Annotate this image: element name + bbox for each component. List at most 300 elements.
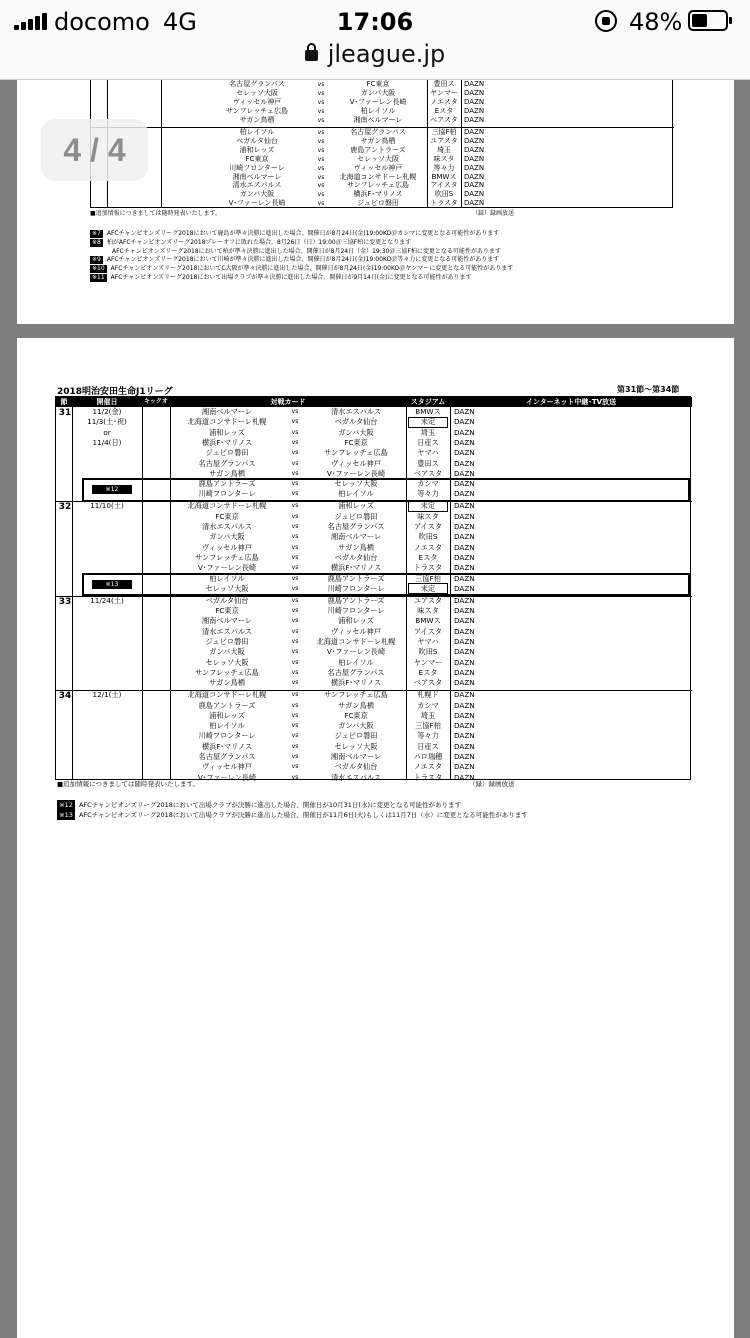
table-row	[91, 89, 674, 98]
away-team: 鹿島アントラーズ	[327, 595, 385, 605]
table-row	[56, 532, 692, 542]
stadium: アイスタ	[430, 181, 458, 190]
vs-label: vs	[291, 533, 299, 541]
table-row	[56, 407, 692, 417]
table-row	[56, 711, 692, 721]
header-tv: インターネット中継･TV放送	[525, 398, 617, 406]
table-row	[56, 512, 692, 522]
footnote-text: AFCチャンピオンズリーグ2018において出場クラブが準々決勝に進出した場合、開催日が9月14日(金)に変更となる可能性があります	[110, 274, 472, 281]
vs-label: vs	[291, 543, 299, 551]
broadcast: DAZN	[464, 190, 485, 199]
broadcast: DAZN	[464, 128, 485, 136]
stadium: 未定	[420, 501, 436, 511]
home-team: 横浜F･マリノス	[201, 741, 253, 751]
vs-label: vs	[291, 564, 299, 572]
address-bar[interactable]	[0, 40, 750, 68]
table-row	[91, 128, 674, 137]
away-team: 名古屋グランパス	[327, 522, 385, 531]
broadcast: DAZN	[464, 106, 485, 115]
battery-icon	[688, 10, 728, 31]
home-team: 清水エスパルス	[201, 626, 253, 636]
footnote	[90, 274, 471, 282]
broadcast: DAZN	[454, 667, 475, 677]
pdf-page-4[interactable]	[17, 338, 734, 1338]
rotation-lock-icon	[595, 10, 617, 32]
header-date: 開催日	[96, 398, 118, 406]
stadium: アイスタ	[413, 522, 443, 531]
away-team: サンフレッチェ広島	[324, 448, 388, 458]
vs-label: vs	[291, 691, 299, 699]
stadium: BMWス	[431, 172, 457, 181]
table-row	[91, 137, 674, 146]
footnote-tag: ※13	[57, 810, 75, 820]
stadium: ユアスタ	[413, 595, 443, 605]
vs-label: vs	[291, 638, 299, 645]
away-team: サガン鳥栖	[360, 136, 396, 145]
table-row	[91, 164, 674, 173]
vs-label: vs	[317, 89, 325, 97]
table-row	[56, 627, 692, 637]
home-team: 浦和レッズ	[239, 145, 275, 154]
network-type: 4G	[163, 8, 197, 36]
footnote-tag: ※7	[92, 230, 101, 237]
away-team: 横浜F･マリノス	[330, 563, 382, 573]
stadium: 札幌ド	[417, 690, 439, 700]
home-team: 川崎フロンターレ	[198, 731, 256, 741]
table-row	[91, 116, 674, 125]
header-section: 節	[60, 398, 68, 406]
away-team: FC東京	[366, 80, 390, 88]
home-team: サガン鳥栖	[209, 468, 245, 478]
vs-label: vs	[317, 107, 325, 115]
broadcast: DAZN	[454, 468, 475, 478]
tbd-box	[408, 501, 448, 512]
table-row	[56, 752, 692, 762]
home-team: 北海道コンサドーレ札幌	[187, 501, 267, 511]
table-row	[56, 501, 692, 511]
footnote	[90, 239, 411, 247]
vs-label: vs	[291, 490, 299, 498]
broadcast: DAZN	[454, 407, 475, 416]
vs-label: vs	[291, 617, 299, 625]
away-team: サガン鳥栖	[338, 542, 374, 552]
vs-label: vs	[291, 408, 299, 415]
away-team: V･ファーレン長崎	[326, 468, 386, 478]
vs-label: vs	[317, 200, 325, 208]
footnote-tag: ※9	[92, 256, 101, 264]
home-team: 川崎フロンターレ	[229, 163, 285, 172]
away-team: ジュビロ磐田	[334, 511, 378, 521]
vs-label: vs	[317, 137, 325, 145]
broadcast: DAZN	[464, 145, 485, 154]
away-team: 名古屋グランパス	[350, 128, 406, 136]
section-number: 32	[58, 502, 72, 513]
date-text: or	[103, 427, 111, 437]
clock: 17:06	[336, 8, 414, 36]
home-team: ガンバ大阪	[209, 532, 245, 542]
footnote-tag: ※8	[92, 238, 101, 246]
stadium: カシマ	[417, 479, 439, 489]
stadium: 吹田S	[434, 190, 454, 199]
away-team: セレッソ大阪	[334, 479, 378, 489]
away-team: ジュビロ磐田	[357, 199, 399, 208]
table-row	[56, 647, 692, 657]
stadium: トラスタ	[430, 199, 458, 208]
date-text: 11/24(土)	[90, 595, 124, 605]
home-team: サンフレッチェ広島	[225, 106, 289, 115]
away-team: セレッソ大阪	[334, 741, 378, 751]
stadium: ヤマハ	[417, 448, 439, 458]
table-row	[91, 146, 674, 155]
home-team: ガンバ大阪	[239, 190, 275, 199]
home-team: ジュビロ磐田	[205, 448, 249, 458]
date-text: 11/4(日)	[92, 437, 122, 447]
home-team: サガン鳥栖	[209, 678, 245, 688]
table-row	[56, 721, 692, 731]
vs-label: vs	[291, 469, 299, 477]
schedule-table	[55, 396, 691, 780]
broadcast: DAZN	[464, 154, 485, 163]
footnote-text: AFCチャンピオンズリーグ2018においてC大阪が準々決勝に進出した場合、開催日が8月24日(金)19:00KO＠ヤンマーに変更となる可能性があります	[110, 265, 514, 273]
home-team: ベガルタ仙台	[205, 595, 249, 605]
table-row	[91, 98, 674, 107]
battery-level	[692, 14, 707, 27]
schedule-table-fragment	[90, 80, 673, 208]
stadium: ヤンマー	[430, 88, 458, 97]
vs-label: vs	[291, 711, 299, 719]
date-text: 11/3(土･祝)	[87, 417, 127, 427]
broadcast: DAZN	[454, 511, 475, 521]
home-team: 名古屋グランパス	[229, 80, 285, 88]
section-number: 33	[58, 596, 72, 607]
broadcast: DAZN	[454, 542, 475, 552]
box-tag: ※13	[92, 580, 132, 589]
vs-label: vs	[291, 428, 299, 436]
broadcast: DAZN	[454, 479, 475, 489]
vs-label: vs	[291, 523, 299, 530]
table-row	[56, 459, 692, 469]
broadcast: DAZN	[454, 752, 475, 761]
vs-label: vs	[291, 773, 299, 781]
table-row	[91, 199, 674, 208]
home-team: 横浜F･マリノス	[201, 437, 253, 447]
vs-label: vs	[291, 418, 299, 426]
broadcast: DAZN	[454, 583, 475, 593]
stadium: 等々力	[417, 489, 439, 499]
stadium: 等々力	[417, 731, 439, 741]
footnote-text: AFCチャンピオンズリーグ2018において出場クラブが決勝に進出した場合、開催日が11月6日(火)もしくは11月7日（水）に変更となる可能性があります	[79, 811, 528, 819]
away-team: サンフレッチェ広島	[346, 181, 410, 190]
away-team: セレッソ大阪	[357, 154, 399, 163]
stadium: 埼玉	[437, 145, 451, 154]
stadium: 豊田ス	[433, 80, 455, 88]
broadcast: DAZN	[454, 458, 475, 468]
broadcast: DAZN	[464, 115, 485, 124]
table-row	[56, 417, 692, 427]
home-team: 湘南ベルマーレ	[232, 172, 282, 181]
section-number: 34	[58, 691, 72, 702]
vs-label: vs	[317, 164, 325, 172]
stadium: ノエスタ	[413, 762, 443, 772]
broadcast: DAZN	[454, 427, 475, 437]
table-row	[56, 448, 692, 458]
broadcast: DAZN	[464, 88, 485, 97]
away-team: ベガルタ仙台	[334, 417, 378, 427]
away-team: 鹿島アントラーズ	[350, 145, 406, 154]
footnote	[90, 265, 513, 273]
stadium: 未定	[420, 417, 436, 427]
highlight-box	[82, 478, 690, 502]
home-team: V･ファーレン長崎	[228, 199, 286, 208]
broadcast: DAZN	[464, 163, 485, 172]
away-team: 柏レイソル	[338, 489, 374, 499]
footnote-tag: ※12	[57, 800, 75, 810]
home-team: サンフレッチェ広島	[195, 667, 259, 677]
home-team: サガン鳥栖	[239, 115, 275, 124]
broadcast: DAZN	[454, 647, 475, 657]
away-team: サガン鳥栖	[338, 700, 374, 710]
tbd-box	[408, 417, 448, 428]
stadium: 埼玉	[420, 427, 436, 437]
home-team: 湘南ベルマーレ	[201, 407, 253, 416]
stadium: BMWス	[415, 407, 441, 416]
away-team: ヴィッセル神戸	[353, 163, 403, 172]
pdf-page-3[interactable]	[17, 80, 734, 324]
vs-label: vs	[291, 668, 299, 676]
broadcast: DAZN	[454, 657, 475, 667]
vs-label: vs	[317, 146, 325, 154]
broadcast: DAZN	[464, 172, 485, 181]
stadium: 吹田S	[418, 647, 438, 657]
broadcast: DAZN	[454, 437, 475, 447]
footer-legend: （録）録画放送	[469, 780, 515, 788]
home-team: セレッソ大阪	[236, 88, 278, 97]
stadium: 日産ス	[417, 437, 439, 447]
stadium: 三協F柏	[431, 128, 457, 136]
away-team: 横浜F･マリノス	[330, 678, 382, 688]
date-text: 12/1(土)	[92, 690, 122, 700]
home-team: 名古屋グランパス	[198, 458, 256, 468]
table-row	[56, 742, 692, 752]
stadium: 日産ス	[417, 741, 439, 751]
broadcast: DAZN	[464, 181, 485, 190]
broadcast: DAZN	[454, 731, 475, 741]
home-team: 清水エスパルス	[201, 522, 253, 531]
vs-label: vs	[291, 512, 299, 520]
date-text: 11/10(土)	[90, 501, 124, 511]
browser-chrome	[0, 0, 750, 80]
footnote	[90, 230, 499, 238]
footer-legend: （録）録画放送	[472, 210, 515, 217]
section-number: 31	[58, 408, 72, 418]
away-team: 名古屋グランパス	[327, 667, 385, 677]
broadcast: DAZN	[454, 762, 475, 772]
away-team: 浦和レッズ	[338, 501, 374, 511]
table-row	[56, 637, 692, 647]
stadium: ノエスタ	[430, 97, 458, 106]
vs-label: vs	[317, 129, 325, 136]
away-team: ジュビロ磐田	[334, 731, 378, 741]
header-stadium: スタジアム	[410, 398, 446, 406]
table-row	[56, 762, 692, 772]
schedule-range: 第31節～第34節	[617, 385, 680, 394]
vs-label: vs	[291, 679, 299, 687]
table-row	[56, 678, 692, 688]
stadium: Eスタ	[418, 552, 438, 562]
away-team: ガンバ大阪	[360, 88, 396, 97]
broadcast: DAZN	[454, 563, 475, 573]
broadcast: DAZN	[454, 616, 475, 626]
away-team: ガンバ大阪	[338, 721, 374, 731]
broadcast: DAZN	[454, 501, 475, 511]
broadcast: DAZN	[454, 532, 475, 542]
vs-label: vs	[317, 98, 325, 106]
footer-note: ■追加情報につきましては随時発表いたします。	[90, 210, 222, 217]
vs-label: vs	[317, 182, 325, 190]
url-text: jleague.jp	[327, 40, 446, 68]
vs-label: vs	[291, 607, 299, 615]
broadcast: DAZN	[464, 199, 485, 208]
table-row	[56, 522, 692, 532]
stadium: 味スタ	[433, 154, 455, 163]
home-team: セレッソ大阪	[205, 657, 249, 667]
away-team: ベガルタ仙台	[334, 762, 378, 772]
table-row	[56, 606, 692, 616]
home-team: ガンバ大阪	[209, 647, 245, 657]
stadium: BMWス	[415, 616, 441, 626]
table-row	[56, 658, 692, 668]
home-team: 湘南ベルマーレ	[201, 616, 253, 626]
away-team: ヴィッセル神戸	[331, 458, 381, 468]
vs-label: vs	[291, 742, 299, 750]
broadcast: DAZN	[454, 417, 475, 427]
vs-label: vs	[291, 627, 299, 635]
away-team: V･ファーレン長崎	[349, 97, 407, 106]
away-team: 北海道コンサドーレ札幌	[339, 172, 417, 181]
table-row	[56, 438, 692, 448]
vs-label: vs	[317, 173, 325, 181]
table-row	[56, 690, 692, 700]
header-card: 対戦カード	[270, 398, 306, 406]
vs-label: vs	[291, 502, 299, 510]
home-team: 川崎フロンターレ	[198, 489, 256, 499]
broadcast: DAZN	[454, 690, 475, 700]
table-row	[91, 107, 674, 116]
away-team: サンフレッチェ広島	[324, 690, 388, 700]
date-text: 11/2(金)	[92, 407, 122, 416]
away-team: V･ファーレン長崎	[326, 647, 386, 657]
highlight-box	[82, 573, 690, 597]
home-team: 清水エスパルス	[232, 181, 282, 190]
broadcast: DAZN	[454, 637, 475, 646]
vs-label: vs	[291, 722, 299, 730]
broadcast: DAZN	[454, 489, 475, 499]
vs-label: vs	[317, 116, 325, 124]
table-row	[56, 701, 692, 711]
stadium: 未定	[420, 583, 436, 593]
footer-note: ■追加情報につきましては随時発表いたします。	[57, 780, 199, 788]
footnote	[57, 810, 528, 820]
stadium: 埼玉	[420, 710, 436, 720]
table-row	[56, 616, 692, 626]
home-team: 鹿島アントラーズ	[198, 479, 256, 489]
stadium: 豊田ス	[417, 458, 439, 468]
broadcast: DAZN	[464, 80, 485, 88]
stadium: ベアスタ	[413, 468, 443, 478]
footnote-text: AFCチャンピオンズリーグ2018において柏が準々決勝に進出した場合、開催日が8月24日（金）19:30＠三協F柏に変更となる可能性があります	[112, 247, 501, 255]
stadium: パロ瑞穂	[413, 752, 443, 761]
footnote	[90, 248, 501, 256]
vs-label: vs	[317, 155, 325, 163]
stadium: ヤンマー	[413, 657, 443, 667]
stadium: 三協F柏	[415, 573, 441, 583]
home-team: FC東京	[215, 511, 239, 521]
footnote-text: AFCチャンピオンズリーグ2018において出場クラブが決勝に進出した場合、開催日が10月31日(水)に変更となる可能性があります	[79, 801, 461, 809]
schedule-title: 2018明治安田生命J1リーグ	[57, 387, 173, 397]
broadcast: DAZN	[454, 448, 475, 458]
home-team: セレッソ大阪	[205, 583, 249, 593]
home-team: ヴィッセル神戸	[202, 762, 252, 772]
footnote-tag: ※10	[92, 265, 105, 273]
away-team: 清水エスパルス	[330, 407, 382, 416]
home-team: ベガルタ仙台	[236, 136, 278, 145]
vs-label: vs	[291, 658, 299, 666]
broadcast: DAZN	[454, 595, 475, 605]
home-team: ヴィッセル神戸	[202, 542, 252, 552]
vs-label: vs	[291, 701, 299, 709]
stadium: トラスタ	[413, 563, 443, 573]
stadium: Eスタ	[434, 106, 454, 115]
carrier-name: docomo	[54, 8, 150, 36]
footnote	[90, 256, 499, 264]
stadium: ベアスタ	[413, 678, 443, 688]
table-row	[56, 543, 692, 553]
broadcast: DAZN	[454, 606, 475, 616]
away-team: 柏レイソル	[360, 106, 396, 115]
footnote-text: AFCチャンピオンズリーグ2018において鹿島が準々決勝に進出した場合、開催日が8月24日(金)19:00KO＠カシマに変更となる可能性があります	[106, 230, 500, 237]
vs-label: vs	[291, 438, 299, 446]
home-team: 柏レイソル	[239, 128, 275, 136]
home-team: FC東京	[245, 154, 269, 163]
broadcast: DAZN	[464, 97, 485, 106]
home-team: FC東京	[215, 606, 239, 616]
away-team: ベガルタ仙台	[334, 552, 378, 562]
home-team: 名古屋グランパス	[198, 752, 256, 761]
stadium: 等々力	[433, 163, 455, 172]
away-team: 湘南ベルマーレ	[330, 752, 382, 761]
table-row	[56, 428, 692, 438]
broadcast: DAZN	[454, 552, 475, 562]
vs-label: vs	[291, 753, 299, 760]
table-row	[91, 155, 674, 164]
broadcast: DAZN	[454, 721, 475, 731]
away-team: FC東京	[344, 437, 368, 447]
away-team: 鹿島アントラーズ	[327, 573, 385, 583]
broadcast: DAZN	[454, 772, 475, 782]
home-team: V･ファーレン長崎	[197, 563, 257, 573]
stadium: ベアスタ	[430, 115, 458, 124]
home-team: 北海道コンサドーレ札幌	[187, 417, 267, 427]
stadium: 三協F柏	[415, 721, 441, 731]
table-row	[91, 80, 674, 89]
home-team: 北海道コンサドーレ札幌	[187, 690, 267, 700]
away-team: 川崎フロンターレ	[327, 583, 385, 593]
away-team: 浦和レッズ	[338, 616, 374, 626]
footnote-text: AFCチャンピオンズリーグ2018において川崎が準々決勝に進出した場合、開催日が8月24日(金)19:00KO＠等々力に変更となる可能性があります	[106, 256, 500, 264]
table-row	[91, 190, 674, 199]
away-team: FC東京	[344, 710, 368, 720]
battery-percent: 48%	[629, 8, 683, 36]
